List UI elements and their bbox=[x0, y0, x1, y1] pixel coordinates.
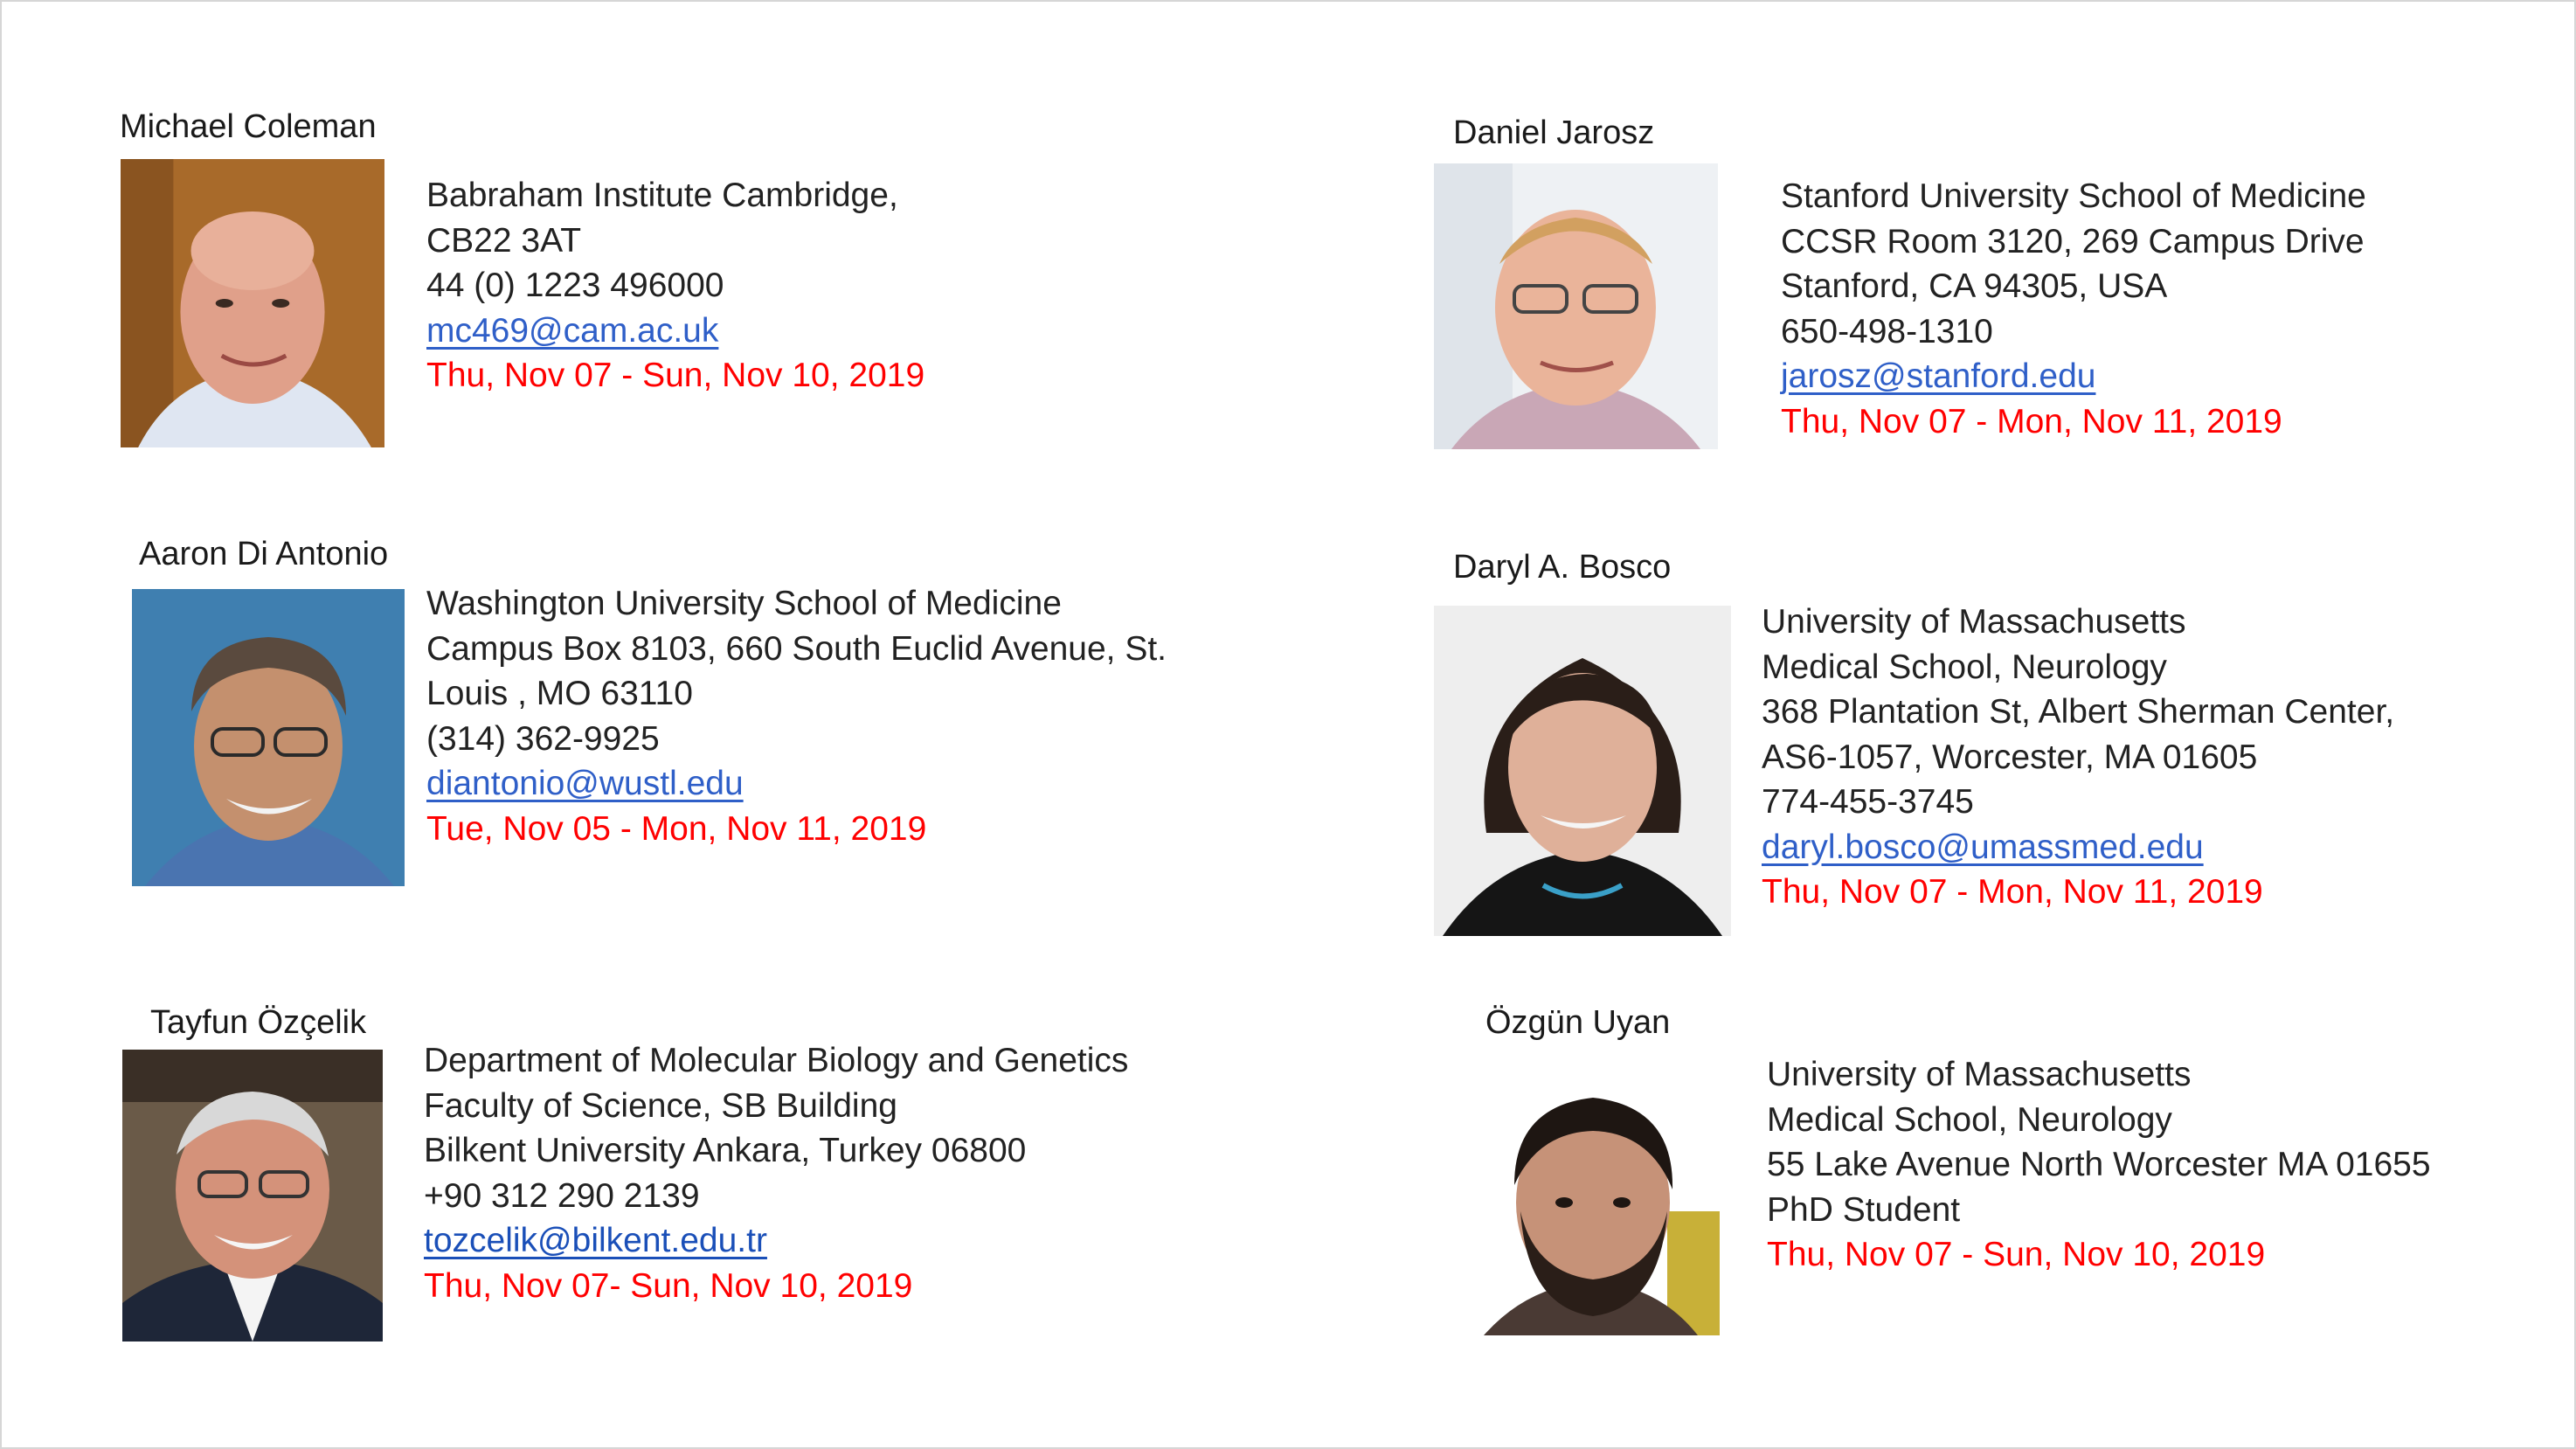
person-name: Daryl A. Bosco bbox=[1453, 549, 1672, 586]
address-line: University of Massachusetts bbox=[1762, 603, 2186, 641]
address-line: Department of Molecular Biology and Genetics bbox=[424, 1042, 1129, 1079]
portrait-photo bbox=[1434, 606, 1731, 936]
email-link[interactable]: diantonio@wustl.edu bbox=[426, 765, 744, 802]
person-name: Tayfun Özçelik bbox=[150, 1004, 367, 1041]
visit-dates: Thu, Nov 07 - Sun, Nov 10, 2019 bbox=[426, 357, 925, 394]
visit-dates: Thu, Nov 07 - Sun, Nov 10, 2019 bbox=[1767, 1236, 2266, 1273]
contact-info bbox=[424, 1038, 1128, 1308]
phone-number: (314) 362-9925 bbox=[426, 719, 660, 758]
visit-dates: Thu, Nov 07 - Mon, Nov 11, 2019 bbox=[1781, 402, 2282, 440]
contact-info bbox=[1762, 600, 2394, 915]
role-line: PhD Student bbox=[1767, 1190, 1961, 1229]
address-line: Stanford, CA 94305, USA bbox=[1781, 267, 2168, 305]
email-link[interactable]: daryl.bosco@umassmed.edu bbox=[1762, 828, 2204, 866]
address-line: Medical School, Neurology bbox=[1762, 648, 2167, 686]
portrait-photo bbox=[121, 159, 384, 447]
visit-dates: Thu, Nov 07 - Mon, Nov 11, 2019 bbox=[1762, 873, 2263, 911]
phone-number: +90 312 290 2139 bbox=[424, 1176, 700, 1215]
address-line: Stanford University School of Medicine bbox=[1781, 177, 2366, 215]
phone-number: 44 (0) 1223 496000 bbox=[426, 267, 724, 304]
email-link[interactable]: jarosz@stanford.edu bbox=[1781, 357, 2096, 395]
person-name: Michael Coleman bbox=[120, 108, 377, 145]
address-line: Bilkent University Ankara, Turkey 06800 bbox=[424, 1132, 1027, 1169]
address-line: University of Massachusetts bbox=[1767, 1056, 2192, 1093]
portrait-photo bbox=[1466, 1063, 1720, 1335]
phone-number: 774-455-3745 bbox=[1762, 783, 1974, 821]
visit-dates: Tue, Nov 05 - Mon, Nov 11, 2019 bbox=[426, 809, 927, 848]
person-name: Özgün Uyan bbox=[1485, 1004, 1671, 1041]
email-link[interactable]: mc469@cam.ac.uk bbox=[426, 311, 719, 350]
email-link[interactable]: tozcelik@bilkent.edu.tr bbox=[424, 1222, 767, 1259]
address-line: Medical School, Neurology bbox=[1767, 1100, 2172, 1139]
portrait-photo bbox=[132, 589, 405, 886]
portrait-photo bbox=[1434, 163, 1718, 449]
contact-info bbox=[426, 173, 924, 399]
address-line: Babraham Institute Cambridge, bbox=[426, 177, 898, 214]
address-line: Faculty of Science, SB Building bbox=[424, 1086, 897, 1125]
address-line: CB22 3AT bbox=[426, 221, 582, 260]
contact-info bbox=[1781, 174, 2366, 444]
address-line: CCSR Room 3120, 269 Campus Drive bbox=[1781, 222, 2365, 260]
person-name: Aaron Di Antonio bbox=[139, 536, 389, 572]
contact-info bbox=[426, 581, 1167, 851]
person-name: Daniel Jarosz bbox=[1453, 114, 1655, 151]
address-line: 368 Plantation St, Albert Sherman Center, bbox=[1762, 693, 2395, 731]
contact-info bbox=[1767, 1052, 2431, 1278]
address-line: Washington University School of Medicine bbox=[426, 585, 1062, 622]
visit-dates: Thu, Nov 07- Sun, Nov 10, 2019 bbox=[424, 1266, 913, 1305]
address-line: Louis , MO 63110 bbox=[426, 675, 693, 712]
phone-number: 650-498-1310 bbox=[1781, 312, 1993, 350]
address-line: 55 Lake Avenue North Worcester MA 01655 bbox=[1767, 1146, 2431, 1183]
portrait-photo bbox=[122, 1050, 383, 1342]
address-line: AS6-1057, Worcester, MA 01605 bbox=[1762, 738, 2258, 776]
address-line: Campus Box 8103, 660 South Euclid Avenue, St. bbox=[426, 629, 1167, 668]
